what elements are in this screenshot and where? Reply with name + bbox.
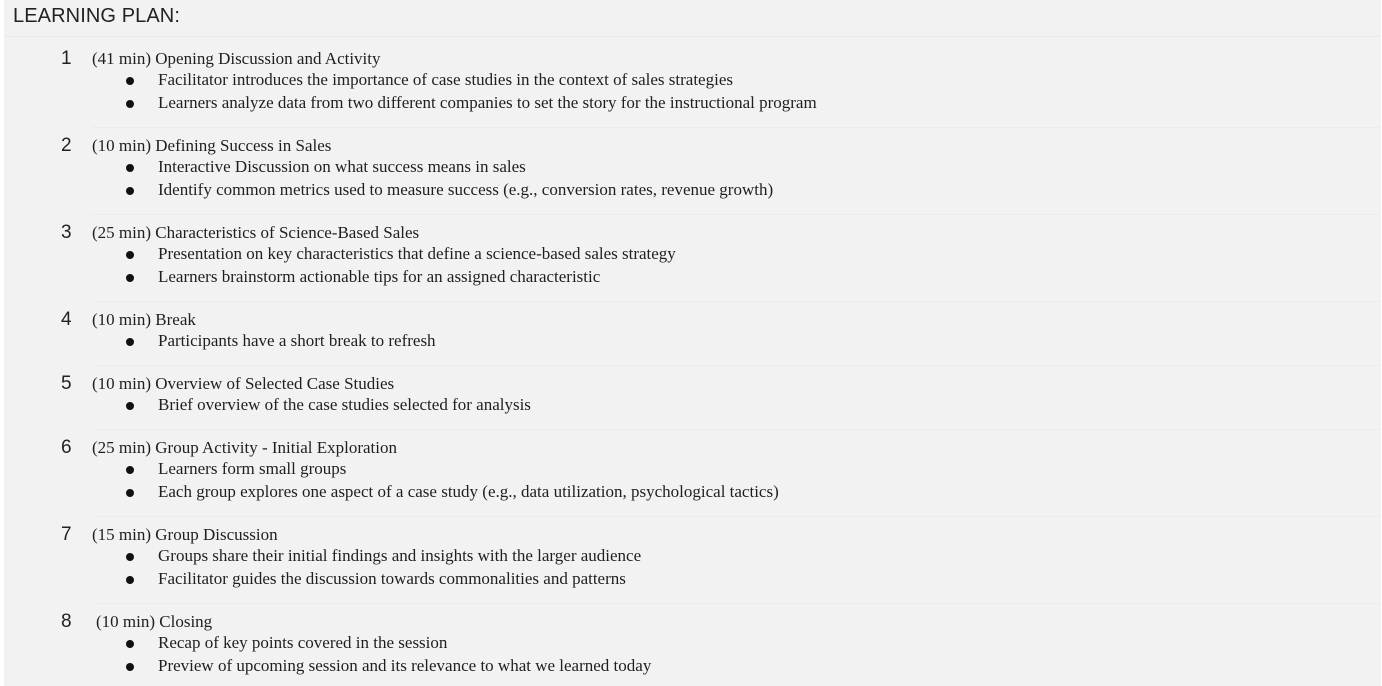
bullet-dot-icon (126, 100, 134, 108)
bullet-text: Participants have a short break to refresh (158, 331, 436, 350)
section-divider (92, 365, 1381, 366)
bullet-dot-icon (126, 640, 134, 648)
section-heading: (15 min) Group Discussion (92, 525, 278, 544)
bullet-dot-icon (126, 466, 134, 474)
section-divider (92, 301, 1381, 302)
section-number: 7 (61, 524, 72, 545)
bullet-dot-icon (126, 274, 134, 282)
bullet-text: Learners form small groups (158, 459, 347, 478)
bullet-dot-icon (126, 576, 134, 584)
section-number: 1 (61, 48, 72, 69)
bullet-text: Facilitator introduces the importance of case studies in the context of sales strategies (158, 70, 733, 89)
bullet-text: Each group explores one aspect of a case study (e.g., data utilization, psychological tactics) (158, 481, 779, 501)
bullet-text: Preview of upcoming session and its relevance to what we learned today (158, 655, 652, 675)
bullet-dot-icon (126, 77, 134, 85)
section-number: 3 (61, 222, 72, 243)
section-number: 6 (61, 437, 72, 458)
section-divider (92, 516, 1381, 517)
bullet-dot-icon (126, 251, 134, 259)
bullet-text: Learners brainstorm actionable tips for an assigned characteristic (158, 266, 601, 286)
section-heading: (25 min) Group Activity - Initial Exploration (92, 438, 398, 457)
section-number: 5 (61, 373, 72, 394)
bullet-dot-icon (126, 338, 134, 346)
section-heading: (10 min) Closing (96, 612, 213, 631)
bullet-dot-icon (126, 187, 134, 195)
bullet-text: Groups share their initial findings and insights with the larger audience (158, 546, 642, 565)
bullet-text: Interactive Discussion on what success means in sales (158, 157, 526, 176)
section-heading: (10 min) Overview of Selected Case Studies (92, 374, 395, 393)
bullet-text: Facilitator guides the discussion towards commonalities and patterns (158, 568, 626, 588)
bullet-text: Brief overview of the case studies selected for analysis (158, 395, 531, 414)
bullet-dot-icon (126, 402, 134, 410)
section-divider (92, 603, 1381, 604)
section-heading: (10 min) Break (92, 310, 196, 329)
title-divider (4, 36, 1381, 37)
section-divider (92, 127, 1381, 128)
section-heading: (41 min) Opening Discussion and Activity (92, 49, 381, 68)
section-heading: (25 min) Characteristics of Science-Based Sales (92, 223, 420, 242)
page-title: LEARNING PLAN: (13, 5, 181, 27)
bullet-text: Identify common metrics used to measure success (e.g., conversion rates, revenue growth) (158, 179, 774, 199)
section-number: 8 (61, 611, 72, 632)
learning-plan-page (4, 0, 1381, 686)
bullet-dot-icon (126, 553, 134, 561)
section-number: 4 (61, 309, 72, 330)
section-number: 2 (61, 135, 72, 156)
bullet-dot-icon (126, 489, 134, 497)
bullet-text: Presentation on key characteristics that define a science-based sales strategy (158, 244, 676, 263)
bullet-dot-icon (126, 663, 134, 671)
bullet-dot-icon (126, 164, 134, 172)
section-divider (92, 429, 1381, 430)
bullet-text: Recap of key points covered in the session (158, 633, 448, 652)
bullet-text: Learners analyze data from two different companies to set the story for the instructional program (158, 92, 817, 112)
section-heading: (10 min) Defining Success in Sales (92, 136, 332, 155)
section-divider (92, 214, 1381, 215)
